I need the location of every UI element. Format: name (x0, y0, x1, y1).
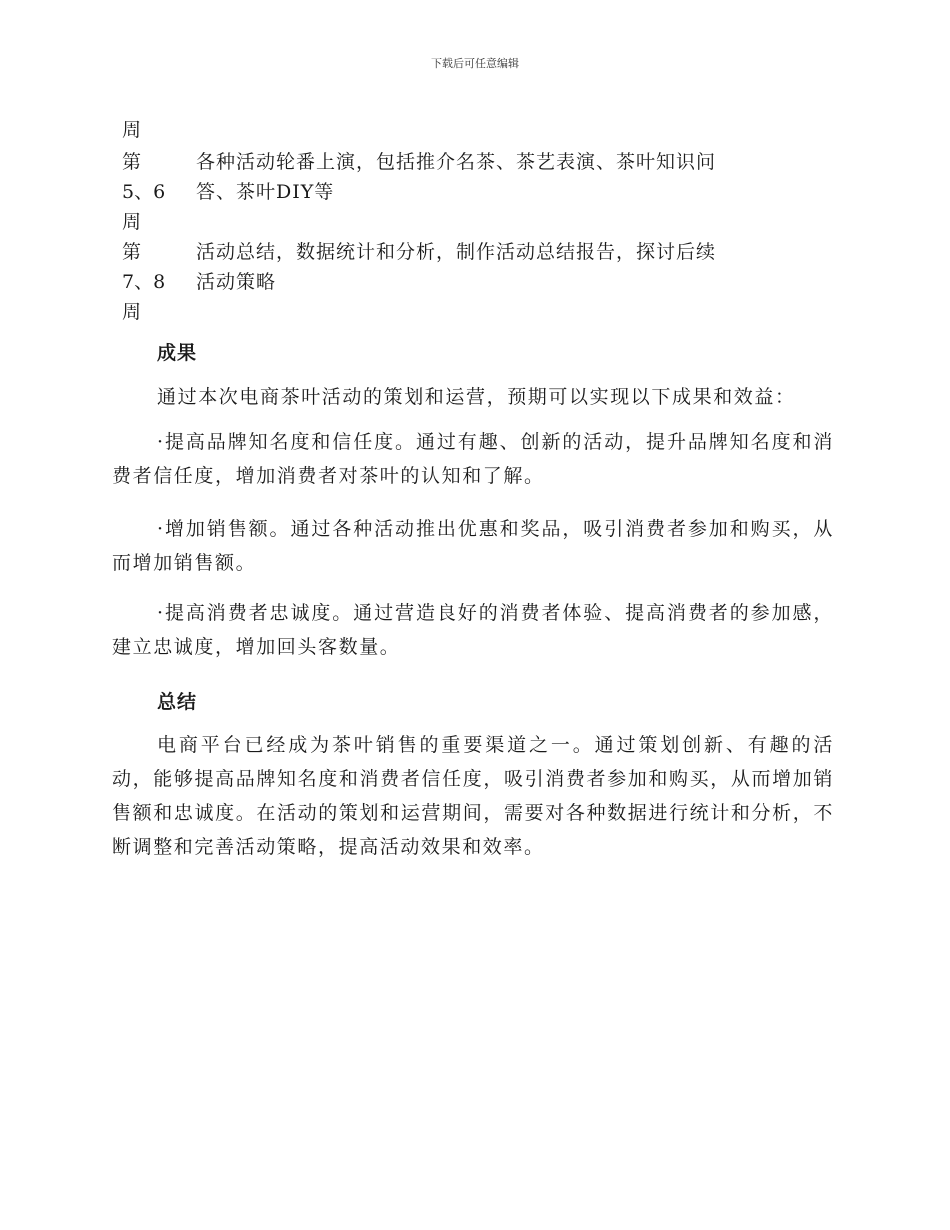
week-description: 活动总结，数据统计和分析，制作活动总结报告，探讨后续活动策略 (196, 241, 717, 293)
week-label: 周 (122, 119, 142, 141)
results-item-2: ·增加销售额。通过各种活动推出优惠和奖品，吸引消费者参加和购买，从而增加销售额。 (112, 518, 834, 574)
week-label: 第 5、6 周 (122, 151, 166, 233)
results-item-3: ·提高消费者忠诚度。通过营造良好的消费者体验、提高消费者的参加感，建立忠诚度，增加回头客数量。 (112, 602, 834, 658)
results-heading: 成果 (157, 342, 198, 364)
summary-body: 电商平台已经成为茶叶销售的重要渠道之一。通过策划创新、有趣的活动，能够提高品牌知名度和消费者信任度，吸引消费者参加和购买，从而增加销售额和忠诚度。在活动的策划和运营期间，需要对各种数据进行统计和分析，不断调整和完善活动策略，提高活动效果和效率。 (112, 734, 834, 858)
week-label: 第 7、8 周 (122, 241, 166, 323)
results-item-1: ·提高品牌知名度和信任度。通过有趣、创新的活动，提升品牌知名度和消费者信任度，增加消费者对茶叶的认知和了解。 (112, 431, 834, 487)
summary-heading: 总结 (157, 691, 198, 713)
results-intro: 通过本次电商茶叶活动的策划和运营，预期可以实现以下成果和效益： (157, 386, 796, 408)
week-description: 各种活动轮番上演，包括推介名茶、茶艺表演、茶叶知识问答、茶叶DIY等 (196, 151, 717, 203)
page-header-note: 下载后可任意编辑 (431, 57, 519, 70)
